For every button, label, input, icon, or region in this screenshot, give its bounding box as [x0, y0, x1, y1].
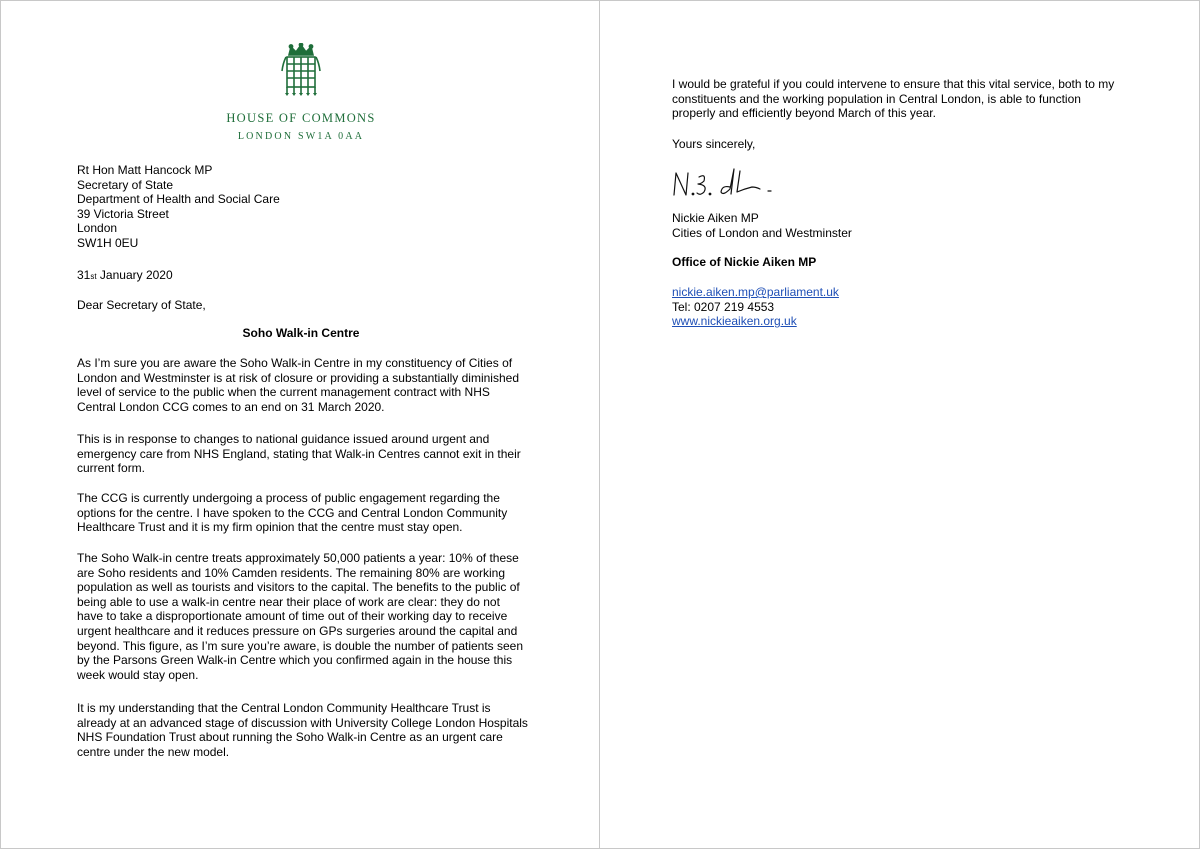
- letterhead-address: LONDON SW1A 0AA: [237, 131, 365, 142]
- text-line: As I’m sure you are aware the Soho Walk-in Centre in my constituency of Cities of: [77, 356, 513, 370]
- text-line: constituents and the working population in Central London, is able to function: [672, 91, 1081, 106]
- recipient-line: 39 Victoria Street: [77, 206, 169, 221]
- signatory-block: [672, 211, 1142, 240]
- text-line: urgent healthcare and it reduces pressure on GPs surgeries around the capital and: [77, 623, 518, 638]
- text-line: are Soho residents and 10% Camden residents. The remaining 80% are working: [77, 565, 506, 580]
- date-rest: January 2020: [96, 268, 173, 282]
- body-paragraph-4: [77, 551, 537, 682]
- text-line: Central London CCG comes to an end on 31 March 2020.: [77, 399, 385, 414]
- subject-heading: Soho Walk-in Centre: [242, 326, 360, 340]
- text-line: population as well as tourists and visitors to the capital. The benefits to the public of: [77, 580, 520, 595]
- text-line: Healthcare Trust and it is my firm opinion that the centre must stay open.: [77, 520, 463, 535]
- recipient-line: SW1H 0EU: [77, 235, 139, 250]
- text-line: options for the centre. I have spoken to the CCG and Central London Community: [77, 505, 508, 520]
- text-line: I would be grateful if you could intervene to ensure that this vital service, both to my: [672, 77, 1115, 91]
- salutation: Dear Secretary of State,: [77, 298, 206, 312]
- text-line: properly and efficiently beyond March of this year.: [672, 106, 936, 121]
- recipient-address: [77, 163, 557, 251]
- text-line: have to take a disproportionate amount of time out of their working day to receive: [77, 609, 508, 624]
- email-link[interactable]: nickie.aiken.mp@parliament.uk: [672, 285, 839, 299]
- text-line: level of service to the public when the current management contract with NHS: [77, 385, 490, 400]
- signature-icon: [668, 165, 798, 201]
- text-line: centre under the new model.: [77, 744, 230, 759]
- text-line: The Soho Walk-in centre treats approximately 50,000 patients a year: 10% of these: [77, 551, 519, 565]
- text-line: by the Parsons Green Walk-in Centre which you confirmed again in the house this: [77, 653, 513, 668]
- text-line: emergency care from NHS England, stating that Walk-in Centres cannot exit in their: [77, 446, 521, 461]
- office-name: Office of Nickie Aiken MP: [672, 255, 817, 269]
- date-suffix: st: [90, 272, 97, 281]
- date-day: 31: [77, 268, 91, 282]
- contact-block: [672, 285, 1142, 329]
- body-paragraph-1: [77, 356, 537, 414]
- recipient-line: London: [77, 221, 118, 236]
- letter-page-2: [600, 0, 1200, 849]
- body-paragraph-5: [77, 701, 537, 759]
- recipient-line: Department of Health and Social Care: [77, 192, 280, 207]
- text-line: already at an advanced stage of discussion with University College London Hospitals: [77, 715, 528, 730]
- recipient-line: Secretary of State: [77, 177, 174, 192]
- text-line: current form.: [77, 461, 146, 476]
- body-paragraph-3: [77, 491, 537, 535]
- text-line: It is my understanding that the Central London Community Healthcare Trust is: [77, 701, 491, 715]
- text-line: being able to use a walk-in centre near their place of work are clear: they do not: [77, 594, 500, 609]
- closing-paragraph: [672, 77, 1142, 121]
- letter-date: [77, 268, 173, 285]
- telephone: Tel: 0207 219 4553: [672, 299, 775, 314]
- text-line: London and Westminster is at risk of closure or providing a substantially diminished: [77, 370, 519, 385]
- text-line: The CCG is currently undergoing a process of public engagement regarding the: [77, 491, 500, 505]
- text-line: This is in response to changes to national guidance issued around urgent and: [77, 432, 490, 446]
- signatory-name: Nickie Aiken MP: [672, 211, 759, 225]
- body-paragraph-2: [77, 432, 537, 476]
- text-line: beyond. This figure, as I’m sure you’re aware, is double the number of patients seen: [77, 638, 524, 653]
- text-line: week would stay open.: [77, 667, 199, 682]
- website-link[interactable]: www.nickieaiken.org.uk: [672, 314, 797, 329]
- signatory-constituency: Cities of London and Westminster: [672, 225, 852, 240]
- letterhead-name: HOUSE OF COMMONS: [226, 111, 376, 125]
- portcullis-crest-icon: [277, 43, 325, 97]
- closing-phrase: Yours sincerely,: [672, 137, 756, 151]
- text-line: NHS Foundation Trust about running the Soho Walk-in Centre as an urgent care: [77, 730, 503, 745]
- recipient-line: Rt Hon Matt Hancock MP: [77, 163, 213, 177]
